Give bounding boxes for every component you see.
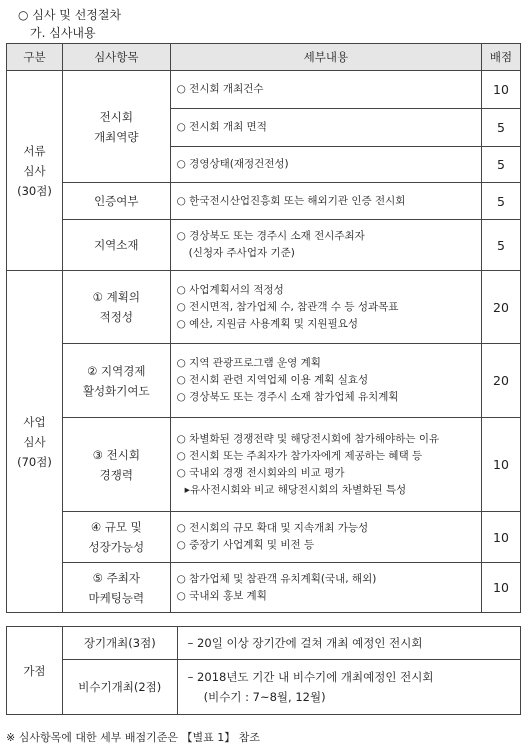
item-exhibition-capacity: 전시회 개최역량 — [62, 71, 170, 183]
detail-cell: ○ 경영상태(재정건전성) — [170, 147, 481, 183]
header-category: 구분 — [7, 44, 63, 71]
section-heading: ○ 심사 및 선정절차 — [18, 8, 122, 22]
category-business-review: 사업 심사 (70점) — [7, 271, 63, 613]
bonus-long-term-label: 장기개최(3점) — [62, 627, 177, 660]
bonus-off-season-detail: – 2018년도 기간 내 비수기에 개최예정인 전시회 (비수기 : 7~8월, 12월) — [177, 660, 520, 715]
review-criteria-table — [6, 43, 521, 613]
detail-cell: ○ 참가업체 및 참관객 유치계획(국내, 해외) ○ 국내외 홍보 계획 — [170, 563, 481, 613]
score-cell: 10 — [482, 512, 521, 563]
score-cell: 5 — [482, 220, 521, 271]
bonus-off-season-label: 비수기개최(2점) — [62, 660, 177, 715]
table-row — [7, 344, 521, 418]
table-row — [7, 627, 521, 660]
table-row — [7, 418, 521, 512]
table-row — [7, 71, 521, 109]
score-cell: 5 — [482, 147, 521, 183]
detail-cell: ○ 전시회 개최 면적 — [170, 109, 481, 147]
item-marketing: ⑤ 주최자 마케팅능력 — [62, 563, 170, 613]
score-cell: 5 — [482, 183, 521, 220]
header-score: 배점 — [482, 44, 521, 71]
item-scale-growth: ④ 규모 및 성장가능성 — [62, 512, 170, 563]
subsection-heading: 가. 심사내용 — [30, 26, 96, 40]
detail-cell: ○ 한국전시산업진흥회 또는 해외기관 인증 전시회 — [170, 183, 481, 220]
item-plan-suitability: ① 계획의 적정성 — [62, 271, 170, 344]
bonus-long-term-detail: – 20일 이상 장기간에 걸쳐 개최 예정인 전시회 — [177, 627, 520, 660]
detail-cell: ○ 경상북도 또는 경주시 소재 전시주최자 (신청자 주사업자 기준) — [170, 220, 481, 271]
table-row — [7, 512, 521, 563]
category-document-review: 서류 심사 (30점) — [7, 71, 63, 271]
table-row — [7, 660, 521, 715]
score-cell: 10 — [482, 71, 521, 109]
item-competitiveness: ③ 전시회 경쟁력 — [62, 418, 170, 512]
table-row — [7, 271, 521, 344]
score-cell: 5 — [482, 109, 521, 147]
header-detail: 세부내용 — [170, 44, 481, 71]
detail-cell: ○ 전시회 개최건수 — [170, 71, 481, 109]
score-cell: 20 — [482, 271, 521, 344]
score-cell: 10 — [482, 418, 521, 512]
score-cell: 20 — [482, 344, 521, 418]
footnote: ※ 심사항목에 대한 세부 배점기준은 【별표 1】 참조 — [6, 731, 260, 744]
table-row — [7, 563, 521, 613]
table-row — [7, 183, 521, 220]
table-row — [7, 220, 521, 271]
item-regional-contribution: ② 지역경제 활성화기여도 — [62, 344, 170, 418]
detail-cell: ○ 사업계획서의 적정성 ○ 전시면적, 참가업체 수, 참관객 수 등 성과목표 ○ 예산, 지원금 사용계획 및 지원필요성 — [170, 271, 481, 344]
detail-cell: ○ 지역 관광프로그램 운영 계획 ○ 전시회 관련 지역업체 이용 계획 실효성 ○ 경상북도 또는 경주시 소재 참가업체 유치계획 — [170, 344, 481, 418]
detail-cell: ○ 전시회의 규모 확대 및 지속개최 가능성 ○ 중장기 사업계획 및 비전 등 — [170, 512, 481, 563]
header-item: 심사항목 — [62, 44, 170, 71]
table-header-row — [7, 44, 521, 71]
score-cell: 10 — [482, 563, 521, 613]
bonus-points-table — [6, 626, 521, 715]
item-location: 지역소재 — [62, 220, 170, 271]
bonus-label: 가점 — [7, 627, 63, 715]
detail-cell: ○ 차별화된 경쟁전략 및 해당전시회에 참가해야하는 이유 ○ 전시회 또는 주최자가 참가자에게 제공하는 혜택 등 ○ 국내외 경쟁 전시회와의 비교 평가 ▸유사전시회와 비교 해당전시회의 차별화된 특성 — [170, 418, 481, 512]
item-certification: 인증여부 — [62, 183, 170, 220]
